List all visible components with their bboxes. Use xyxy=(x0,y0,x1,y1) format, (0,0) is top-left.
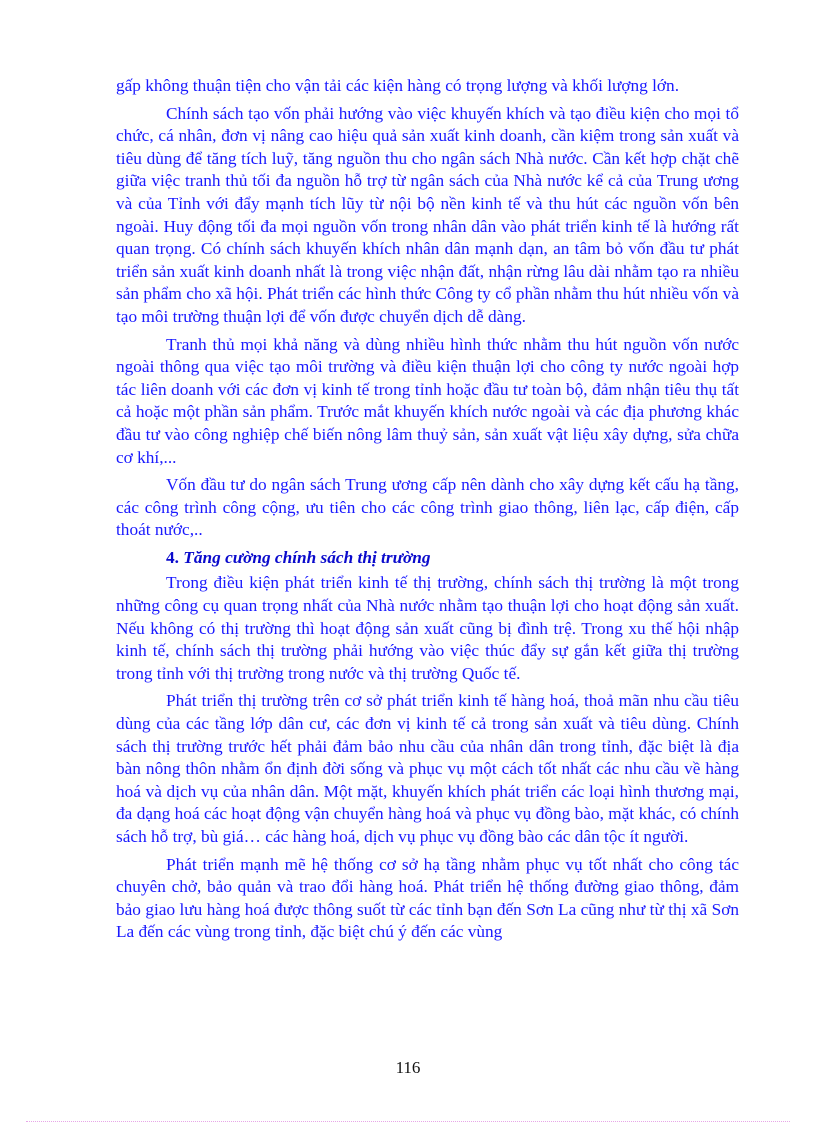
bottom-dotted-rule xyxy=(26,1121,790,1122)
paragraph-continuation: gấp không thuận tiện cho vận tải các kiện hàng có trọng lượng và khối lượng lớn. xyxy=(116,76,680,95)
document-page xyxy=(116,75,739,949)
section-number: 4. xyxy=(166,547,179,567)
paragraph-foreign-investment: Tranh thủ mọi khả năng và dùng nhiều hình thức nhằm thu hút nguồn vốn nước ngoài thông qua việc tạo môi trường và điều kiện thuận lợi cho công ty nước ngoài hợp tác liên doanh với các đơn vị kinh tế trong tỉnh hoặc đầu tư toàn bộ, đảm nhận tiêu thụ tất cả hoặc một phần sản phẩm. Trước mắt khuyến khích nước ngoài và các địa phương khác đầu tư vào công nghiệp chế biến nông lâm thuỷ sản, sản xuất vật liệu xây dựng, sửa chữa cơ khí,... xyxy=(116,334,739,467)
paragraph-market-policy-intro: Trong điều kiện phát triển kinh tế thị trường, chính sách thị trường là một trong những công cụ quan trọng nhất của Nhà nước nhằm tạo thuận lợi cho hoạt động sản xuất. Nếu không có thị trường thì hoạt động sản xuất cũng bị đình trệ. Trong xu thế hội nhập kinh tế, chính sách thị trường phải hướng vào việc thúc đẩy sự gắn kết giữa thị trường trong tỉnh với thị trường trong nước và thị trường Quốc tế. xyxy=(116,573,739,683)
paragraph-central-budget: Vốn đầu tư do ngân sách Trung ương cấp nên dành cho xây dựng kết cấu hạ tầng, các công trình công cộng, ưu tiên cho các công trình giao thông, liên lạc, cấp điện, cấp thoát nước,.. xyxy=(116,475,739,540)
section-heading xyxy=(116,547,739,570)
paragraph-market-development: Phát triển thị trường trên cơ sở phát triển kinh tế hàng hoá, thoả mãn nhu cầu tiêu dùng của các tầng lớp dân cư, các đơn vị kinh tế cả trong sản xuất và tiêu dùng. Chính sách thị trường trước hết phải đảm bảo nhu cầu của nhân dân trong tỉnh, đặc biệt là địa bàn nông thôn nhằm ổn định đời sống và phục vụ một cách tốt nhất các nhu cầu về hàng hoá và dịch vụ của nhân dân. Một mặt, khuyến khích phát triển các loại hình thương mại, đa dạng hoá các hoạt động vận chuyển hàng hoá và phục vụ đồng bào, mặt khác, có chính sách hỗ trợ, bù giá… các hàng hoá, dịch vụ phục vụ đồng bào các dân tộc ít người. xyxy=(116,691,739,846)
section-title: Tăng cường chính sách thị trường xyxy=(183,547,431,567)
paragraph-infrastructure: Phát triển mạnh mẽ hệ thống cơ sở hạ tầng nhằm phục vụ tốt nhất cho công tác chuyên chở, bảo quản và trao đổi hàng hoá. Phát triển hệ thống đường giao thông, đảm bảo giao lưu hàng hoá được thông suốt từ các tỉnh bạn đến Sơn La cũng như từ thị xã Sơn La đến các vùng trong tỉnh, đặc biệt chú ý đến các vùng xyxy=(116,854,739,942)
page-number: 116 xyxy=(395,1058,421,1077)
paragraph-capital-policy: Chính sách tạo vốn phải hướng vào việc khuyến khích và tạo điều kiện cho mọi tổ chức, cá nhân, đơn vị nâng cao hiệu quả sản xuất kinh doanh, cần kiệm trong sản xuất và tiêu dùng để tăng tích luỹ, tăng nguồn thu cho ngân sách Nhà nước. Cần kết hợp chặt chẽ giữa việc tranh thủ tối đa nguồn hỗ trợ từ ngân sách của Nhà nước kể cả của Trung ương và của Tỉnh với đẩy mạnh tích lũy từ nội bộ nền kinh tế và thu hút các nguồn vốn bên ngoài. Huy động tối đa mọi nguồn vốn trong nhân dân vào phát triển kinh tế là hướng rất quan trọng. Có chính sách khuyến khích nhân dân mạnh dạn, an tâm bỏ vốn đầu tư phát triển sản xuất kinh doanh nhất là trong việc nhận đất, nhận rừng lâu dài nhằm tạo ra nhiều sản phẩm cho xã hội. Phát triển các hình thức Công ty cổ phần nhằm thu hút nhiều vốn và tạo môi trường thuận lợi để vốn được chuyển dịch dễ dàng. xyxy=(116,103,739,326)
